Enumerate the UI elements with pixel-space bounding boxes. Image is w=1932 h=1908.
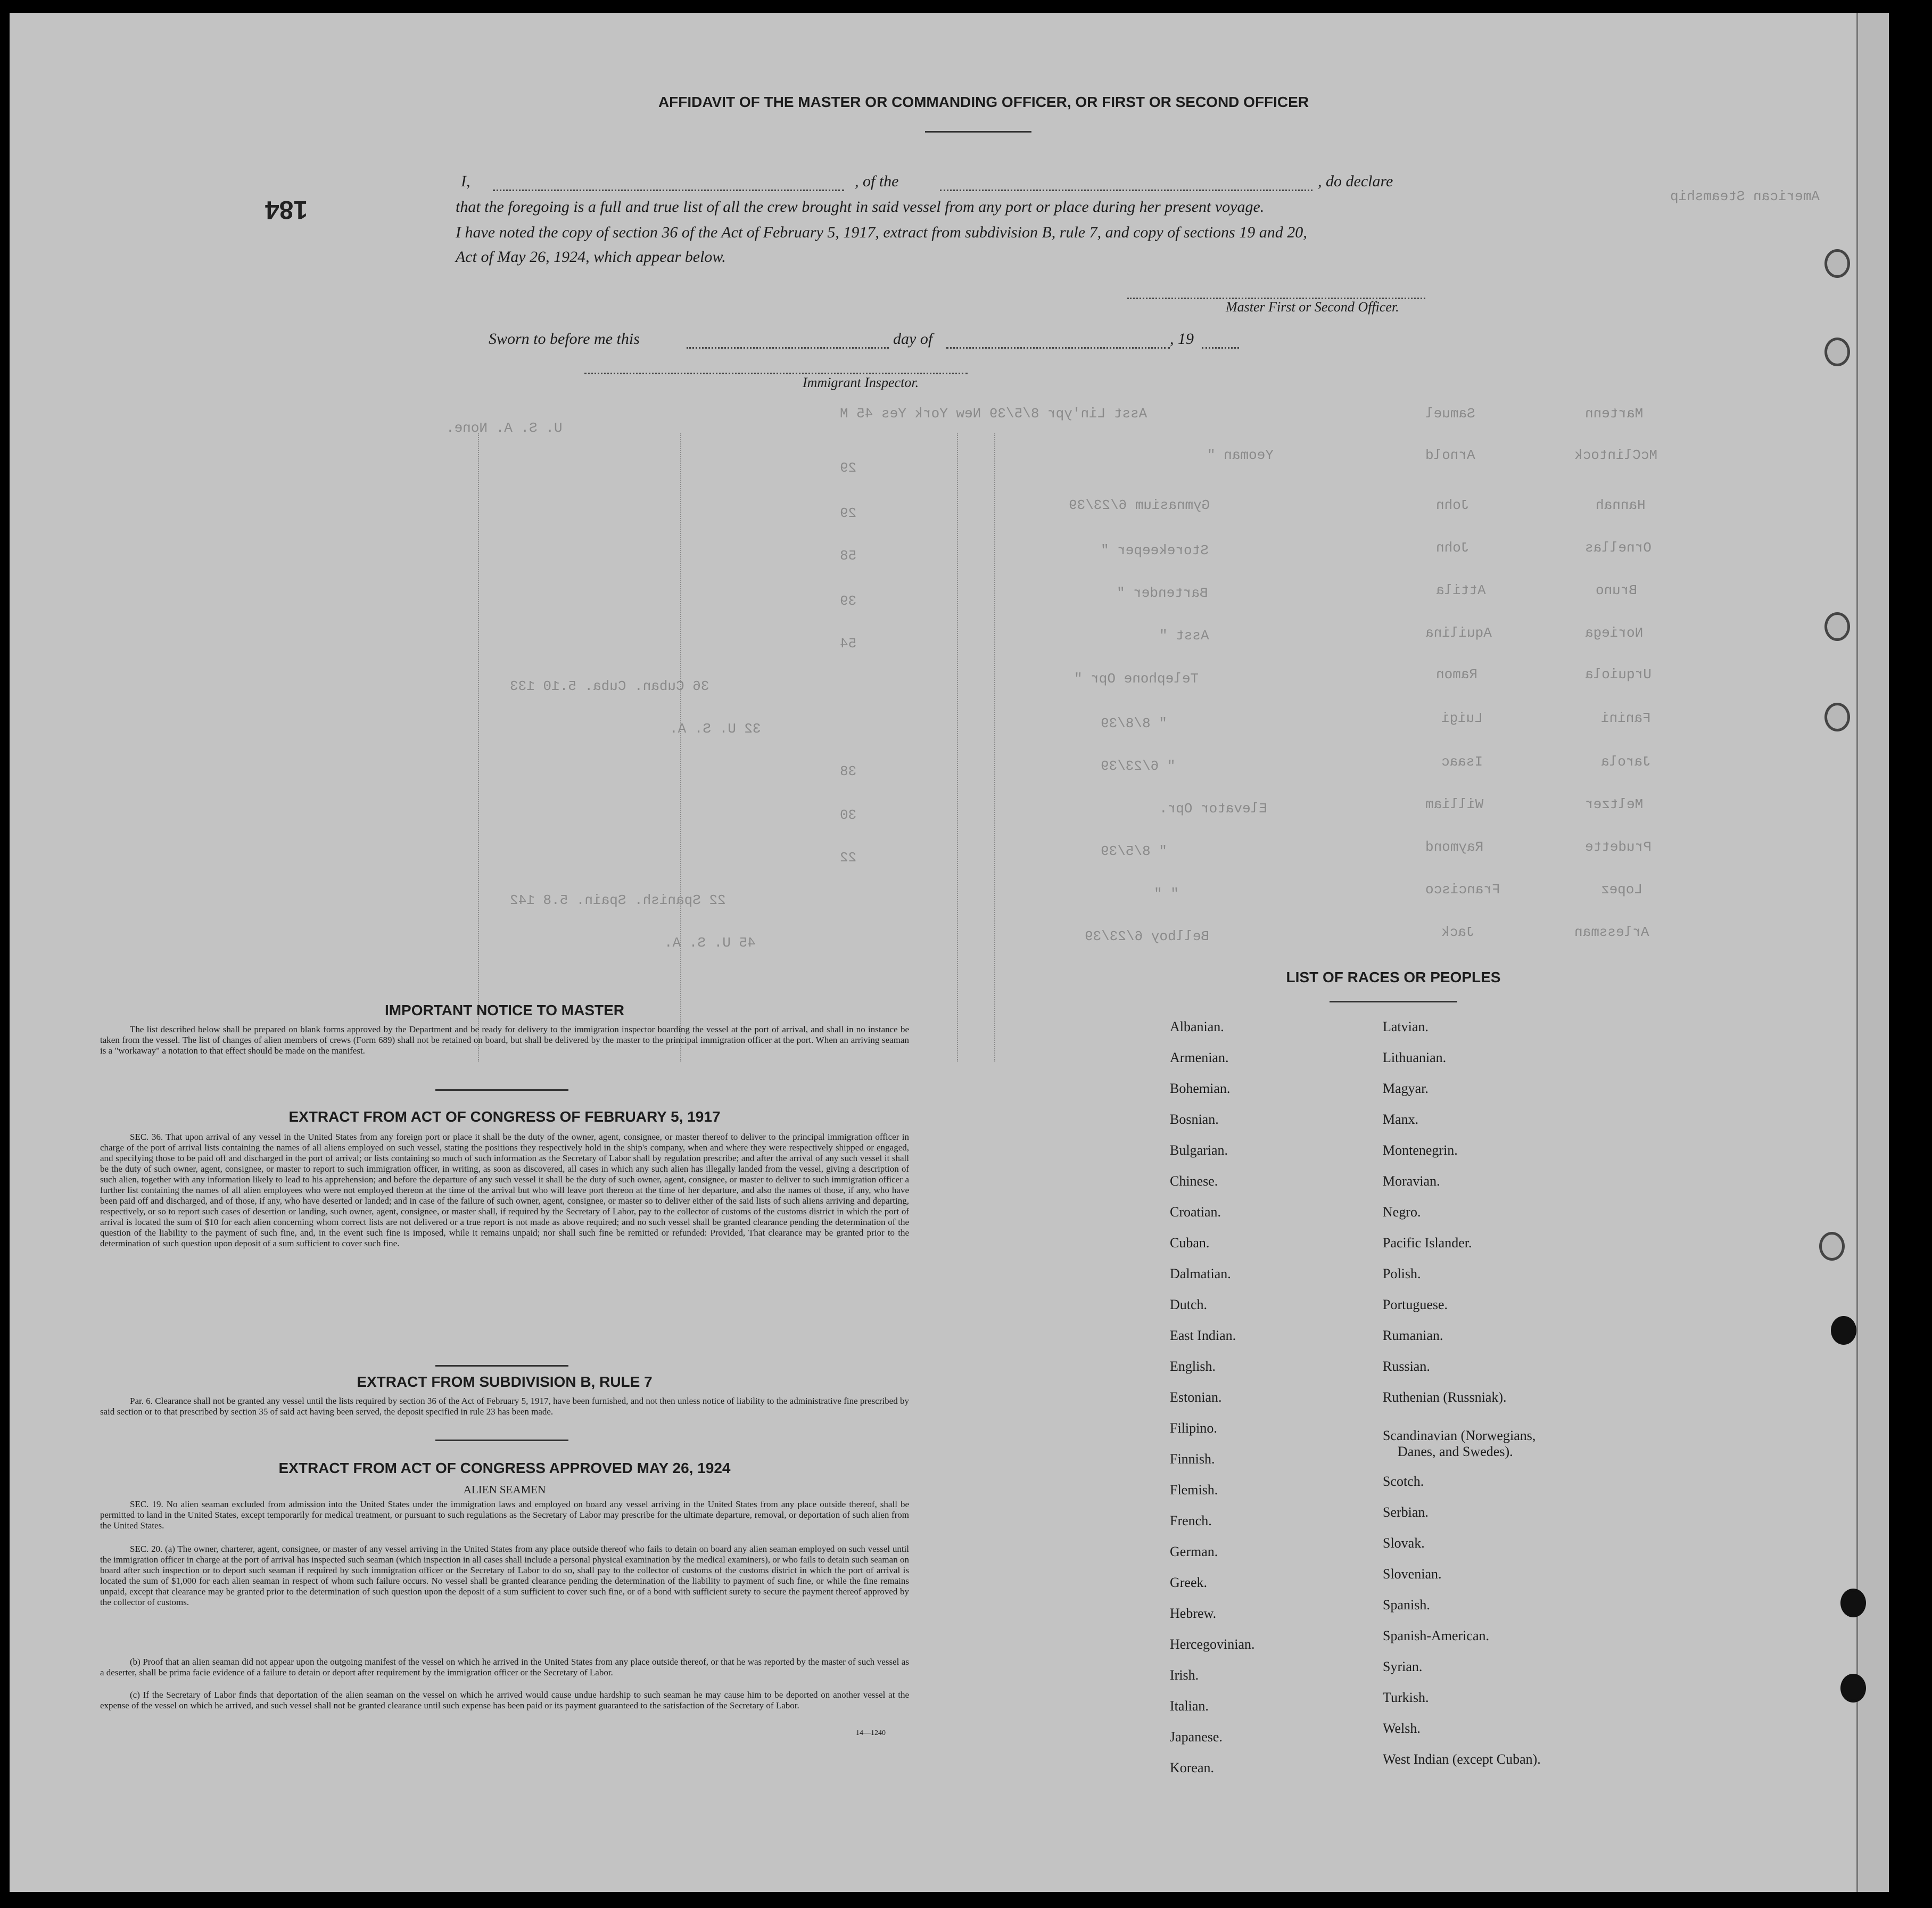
race-item: Latvian.	[1383, 1019, 1429, 1034]
punch-hole	[1824, 612, 1850, 641]
race-item: Pacific Islander.	[1383, 1235, 1472, 1251]
sec20a-text: SEC. 20. (a) The owner, charterer, agent, consignee, or master of any vessel arriving in the United States from any place outside thereof who fails to detain on board any alien seaman employed on such vessel until the immigration officer in charge at the port of arrival has inspected such seaman (which inspection in all cases shall include a personal physical examination by the medical examiners), or who fails to detain such seaman on board after such inspection or to deport such seaman if required by such immigration officer or the Secretary of Labor to do so, shall pay to the collector of customs of the customs district in which the port of arrival is located the sum of $1,000 for each alien seaman in respect of whom such failure occurs. No vessel shall be granted clearance pending the determination of the liability to payment of such fine, or while the fine remains unpaid, except that clearance may be granted prior to the determination of such question upon the deposit of a sum sufficient to cover such fine, or of a bond with sufficient surety to secure the payment thereof approved by the collector of customs.	[100, 1544, 909, 1607]
race-item: Scandinavian (Norwegians,	[1383, 1428, 1536, 1443]
vessel-field[interactable]	[940, 190, 1312, 191]
race-item: Spanish.	[1383, 1597, 1430, 1613]
race-item: Bosnian.	[1170, 1112, 1219, 1127]
race-item: Danes, and Swedes).	[1398, 1444, 1513, 1459]
race-item: Hercegovinian.	[1170, 1636, 1255, 1652]
race-item: Croatian.	[1170, 1204, 1221, 1220]
affidavit-line-2: that the foregoing is a full and true list of all the crew brought in said vessel from any port or place during her present voyage.	[456, 198, 1265, 216]
race-item: Negro.	[1383, 1204, 1421, 1220]
punch-hole	[1824, 703, 1850, 731]
race-item: Armenian.	[1170, 1050, 1229, 1065]
notice-text: The list described below shall be prepared on blank forms approved by the Department and be ready for delivery to the immigration inspector boarding the vessel at the port of arrival, and shall in no instance be taken from the vessel. The list of changes of alien members of crews (Form 689) shall not be retained on board, but shall be delivered by the master to the principal immigration officer at the port. When an arriving seaman is a "workaway" a notation to that effect should be made on the manifest.	[100, 1024, 909, 1056]
sworn-month-field[interactable]	[946, 347, 1170, 349]
page-number: 184	[265, 195, 308, 224]
race-item: Polish.	[1383, 1266, 1421, 1281]
bleed-through-rule	[957, 433, 958, 1062]
declarant-line	[461, 172, 1483, 194]
divider	[435, 1365, 568, 1367]
race-item: Syrian.	[1383, 1659, 1423, 1674]
race-item: Cuban.	[1170, 1235, 1210, 1251]
race-item: French.	[1170, 1513, 1212, 1528]
alien-seamen-subtitle: ALIEN SEAMEN	[463, 1483, 546, 1496]
race-item: Japanese.	[1170, 1729, 1223, 1745]
punch-hole	[1819, 1232, 1845, 1261]
sworn-line	[489, 330, 1244, 351]
bleed-through-header: American Steamship	[1670, 188, 1820, 204]
race-item: Montenegrin.	[1383, 1142, 1458, 1158]
race-item: Bohemian.	[1170, 1081, 1231, 1096]
race-item: Scotch.	[1383, 1474, 1424, 1489]
form-number: 14—1240	[856, 1729, 886, 1737]
punch-hole	[1840, 1674, 1866, 1703]
race-item: East Indian.	[1170, 1328, 1236, 1343]
master-label: Master First or Second Officer.	[1226, 299, 1399, 315]
title-divider	[925, 131, 1031, 133]
race-item: Korean.	[1170, 1760, 1215, 1775]
name-field[interactable]	[493, 190, 844, 191]
punch-hole	[1831, 1316, 1856, 1345]
sworn-day-field[interactable]	[687, 347, 889, 349]
race-item: German.	[1170, 1544, 1218, 1559]
sworn-label: Sworn to before me this	[489, 330, 640, 348]
extract-rule7-title: EXTRACT FROM SUBDIVISION B, RULE 7	[357, 1374, 653, 1390]
affidavit-line-4: Act of May 26, 1924, which appear below.	[456, 248, 726, 266]
notice-title: IMPORTANT NOTICE TO MASTER	[384, 1002, 625, 1018]
race-item: Slovenian.	[1383, 1566, 1442, 1582]
races-divider	[1330, 1001, 1457, 1002]
race-item: Spanish-American.	[1383, 1628, 1490, 1643]
punch-hole	[1840, 1589, 1866, 1617]
extract-1924-title: EXTRACT FROM ACT OF CONGRESS APPROVED MAY 26, 1924	[278, 1460, 731, 1476]
race-item: Chinese.	[1170, 1173, 1218, 1189]
races-title: LIST OF RACES OR PEOPLES	[1286, 969, 1501, 985]
extract-1917-title: EXTRACT FROM ACT OF CONGRESS OF FEBRUARY 5, 1917	[288, 1108, 721, 1125]
race-item: Hebrew.	[1170, 1606, 1217, 1621]
race-item: Greek.	[1170, 1575, 1208, 1590]
inspector-signature-field[interactable]	[584, 373, 968, 374]
races-left-column	[1170, 1019, 1255, 1791]
of-the-label: , of the	[855, 172, 899, 190]
race-item: Irish.	[1170, 1667, 1199, 1683]
race-item: Russian.	[1383, 1359, 1430, 1374]
extract-rule7-text: Par. 6. Clearance shall not be granted any vessel until the lists required by section 36 of the Act of February 5, 1917, have been furnished, and not then unless notice of liability to the administrative fine prescribed by said section or to that prescribed by section 35 of said act having been served, the deposit specified in rule 23 has been made.	[100, 1396, 909, 1417]
race-item: Magyar.	[1383, 1081, 1429, 1096]
bleed-through-rule	[994, 433, 995, 1062]
race-item: Slovak.	[1383, 1535, 1425, 1551]
races-right-column	[1383, 1019, 1541, 1782]
inspector-label: Immigrant Inspector.	[803, 375, 919, 390]
sec20b-text: (b) Proof that an alien seaman did not appear upon the outgoing manifest of the vessel on which he arrived in the United States from any place outside thereof, or that he was reported by the master of such vessel as a deserter, shall be prima facie evidence of a failure to detain or deport after requirement by the immigration officer or the Secretary of Labor.	[100, 1657, 909, 1677]
sec20c-text: (c) If the Secretary of Labor finds that deportation of the alien seaman on the vessel on which he arrived would cause undue hardship to such seaman he may cause him to be deported on another vessel at the expense of the vessel on which he arrived, and such vessel shall not be granted clearance until such expense has been paid or its payment guaranteed to the satisfaction of the Secretary of Labor.	[100, 1690, 909, 1710]
race-item: Estonian.	[1170, 1389, 1222, 1405]
race-item: Flemish.	[1170, 1482, 1218, 1498]
affidavit-title: AFFIDAVIT OF THE MASTER OR COMMANDING OFFICER, OR FIRST OR SECOND OFFICER	[658, 94, 1309, 110]
race-item: Welsh.	[1383, 1721, 1421, 1736]
race-item: Bulgarian.	[1170, 1142, 1228, 1158]
race-item: Turkish.	[1383, 1690, 1429, 1705]
race-item: Rumanian.	[1383, 1328, 1443, 1343]
year-label: , 19	[1170, 330, 1194, 348]
do-declare-label: , do declare	[1318, 172, 1393, 190]
race-item: Italian.	[1170, 1698, 1209, 1714]
race-item: Serbian.	[1383, 1504, 1429, 1520]
race-item: Portuguese.	[1383, 1297, 1448, 1312]
race-item: Ruthenian (Russniak).	[1383, 1389, 1507, 1405]
race-item: Filipino.	[1170, 1420, 1217, 1436]
bleed-through-rule	[680, 433, 681, 1062]
punch-hole	[1824, 249, 1850, 278]
divider	[435, 1440, 568, 1441]
i-label: I,	[461, 172, 470, 190]
race-item: Finnish.	[1170, 1451, 1215, 1467]
extract-1917-text: SEC. 36. That upon arrival of any vessel in the United States from any foreign port or place it shall be the duty of the owner, agent, consignee, or master thereof to deliver to the principal immigration officer in charge of the port of arrival lists containing the names of all aliens employed on such vessel, stating the positions they respectively hold in the ship's company, when and where they were respectively shipped or engaged, and specifying those to be paid off and discharged in the port of arrival; or lists containing so much of such information as the Secretary of Labor shall by regulation prescribe; and after the arrival of any such vessel it shall be the duty of such owner, agent, consignee, or master to report to such immigration officer, in writing, as soon as discovered, all cases in which any such alien has illegally landed from the vessel, giving a description of such alien, together with any information likely to lead to his apprehension; and before the departure of any such vessel it shall be the duty of such owner, agent, consignee, or master to deliver to such immigration officer a further list containing the names of all alien employees who were not employed thereon at the time of the arrival but who will leave port thereon at the time of her departure, and also the names of those, if any, who have been paid off and discharged, and of those, if any, who have deserted or landed; and in case of the failure of such owner, agent, consignee, or master so to deliver either of the said lists of such aliens arriving and departing, respectively, or so to report such cases of desertion or landing, such owner, agent, consignee, or master shall, if required by the Secretary of Labor, pay to the collector of customs of the customs district in which the port of arrival is located the sum of $10 for each alien concerning whom correct lists are not delivered or a true report is not made as above required; and no such vessel shall be granted clearance pending the determination of the question of the liability to the payment of such fine, and, in the event such fine is imposed, while it remains unpaid; nor shall such fine be remitted or refunded: Provided, That clearance may be granted prior to the determination of such question upon deposit of a sum sufficient to cover such fine.	[100, 1132, 909, 1248]
bleed-through-rule	[478, 433, 479, 1062]
sec19-text: SEC. 19. No alien seaman excluded from admission into the United States under the immigration laws and employed on board any vessel arriving in the United States from any place outside thereof, shall be permitted to land in the United States, except temporarily for medical treatment, or pursuant to such regulations as the Secretary of Labor may prescribe for the ultimate departure, removal, or deportation of such alien from the United States.	[100, 1499, 909, 1531]
divider	[435, 1089, 568, 1091]
race-item: West Indian (except Cuban).	[1383, 1751, 1541, 1767]
punch-hole	[1824, 338, 1850, 366]
day-of-label: day of	[893, 330, 933, 348]
race-item: Lithuanian.	[1383, 1050, 1447, 1065]
race-item: Dalmatian.	[1170, 1266, 1231, 1281]
manifest-page: American Steamship Martenn Samuel Asst Lin'ypr 8/5/39 New York Yes 45 M U. S. A. None. McClintock Arnold Yeoman " 29 Hannah John Gymnasium 6/23/39 29 Ornellas John Storekeeper " 58 Bruno Attila Bartender " 39 Noriega Aquilina Asst " 54 Urquiola Ramon Telephone Opr " 36 Cuban. Cuba. 5.10 133 Fanini Luigi " 8/8/39 32 U. S. A. Jarola Isaac " 6/23/39 38 Meltzer William Elevator Opr. 30 Prudette Raymond " 8/5/39 22 Lopez Francisco " " 22 Spanish. Spain. 5.8 142 Arlessman Jack Bellboy 6/23/39 45 U. S. A. AFFIDAVIT OF THE MASTER OR COMMANDING OFFICER, OR FIRST OR SECOND OFFICER 184 I, , of the , do declare that the foregoing is a full and true list of all the crew brought in said vessel from any port or place during her present voyage. I have noted the copy of section 36 of the Act of February 5, 1917, extract from subdivision B, rule 7, and copy of sections 19 and 20, Act of May 26, 1924, which appear below. Master First or Second Officer. Sworn to before me this day of , 19 Immigrant Inspector. IMPORTANT NOTICE TO MASTER The list described below shall be prepared on blank forms approved by the Department and be ready for delivery to the immigration inspector boarding the vessel at the port of arrival, and shall in no instance be taken from the vessel. The list of changes of alien members of crews (Form 689) shall not be retained on board, but shall be delivered by the master to the principal immigration officer at the port. When an arriving seaman is a "workaway" a notation to that effect should be made on the manifest. EXTRACT FROM ACT OF CONGRESS OF FEBRUARY 5, 1917 SEC. 36. That upon arrival of any vessel in the United States from any foreign port or place it shall be the duty of the owner, agent, consignee, or master thereof to deliver to the principal immigration officer in charge of the port of arrival lists containing the names of all aliens employed on such vessel, stating the positions they respectively hold in the ship's company, when and where they were respectively shipped or engaged, and specifying those to be paid off and discharged in the port of arrival; or lists containing so much of such information as the Secretary of Labor shall by regulation prescribe; and after the arrival of any such vessel it shall be the duty of such owner, agent, consignee, or master to report to such immigration officer, in writing, as soon as discovered, all cases in which any such alien has illegally landed from the vessel, giving a description of such alien, together with any information likely to lead to his apprehension; and before the departure of any such vessel it shall be the duty of such owner, agent, consignee, or master to deliver to such immigration officer a further list containing the names of all alien employees who were not employed thereon at the time of the arrival but who will leave port thereon at the time of her departure, and also the names of those, if any, who have been paid off and discharged, and of those, if any, who have deserted or landed; and in case of the failure of such owner, agent, consignee, or master so to deliver either of the said lists of such aliens arriving and departing, respectively, or so to report such cases of desertion or landing, such owner, agent, consignee, or master shall, if required by the Secretary of Labor, pay to the collector of customs of the customs district in which the port of arrival is located the sum of $10 for each alien concerning whom correct lists are not delivered or a true report is not made as above required; and no such vessel shall be granted clearance pending the determination of the question of the liability to the payment of such fine, and, in the event such fine is imposed, while it remains unpaid; nor shall such fine be remitted or refunded: Provided, That clearance may be granted prior to the determination of such question upon deposit of a sum sufficient to cover such fine. EXTRACT FROM SUBDIVISION B, RULE 7 Par. 6. Clearance shall not be granted any vessel until the lists required by section 36 of the Act of February 5, 1917, have been furnished, and not then unless notice of liability to the administrative fine prescribed by said section or to that prescribed by section 35 of said act having been served, the deposit specified in rule 23 has been made. EXTRACT FROM ACT OF CONGRESS APPROVED MAY 26, 1924 ALIEN SEAMEN SEC. 19. No alien seaman excluded from admission into the United States under the immigration laws and employed on board any vessel arriving in the United States from any place outside thereof, shall be permitted to land in the United States, except temporarily for medical treatment, or pursuant to such regulations as the Secretary of Labor may prescribe for the ultimate departure, removal, or deportation of such alien from the United States. SEC. 20. (a) The owner, charterer, agent, consignee, or master of any vessel arriving in the United States from any place outside thereof who fails to detain on board any alien seaman employed on such vessel until the immigration officer in charge at the port of arrival has inspected such seaman (which inspection in all cases shall include a personal physical examination by the medical examiners), or who fails to detain such seaman on board after such inspection or to deport such seaman if required by such immigration officer or the Secretary of Labor to do so, shall pay to the collector of customs of the customs district in which the port of arrival is located the sum of $1,000 for each alien seaman in respect of whom such failure occurs. No vessel shall be granted clearance pending the determination of the liability to payment of such fine, or while the fine remains unpaid, except that clearance may be granted prior to the determination of such question upon the deposit of a sum sufficient to cover such fine, or of a bond with sufficient surety to secure the payment thereof approved by the collector of customs. (b) Proof that an alien seaman did not appear upon the outgoing manifest of the vessel on which he arrived in the United States from any place outside thereof, or that he was reported by the master of such vessel as a deserter, shall be prima facie evidence of a failure to detain or deport after requirement by the immigration officer or the Secretary of Labor. (c) If the Secretary of Labor finds that deportation of the alien seaman on the vessel on which he arrived would cause undue hardship to such seaman he may cause him to be deported on another vessel at the expense of the vessel on which he arrived, and such vessel shall not be granted clearance until such expense has been paid or its payment guaranteed to the satisfaction of the Secretary of Labor. 14—1240 LIST OF RACES OR PEOPLES Albanian. Armenian. Bohemian. Bosnian. Bulgarian. Chinese. Croatian. Cuban. Dalmatian. Dutch. East Indian. English. Estonian. Filipino. Finnish. Flemish. French. German. Greek. Hebrew. Hercegovinian. Irish. Italian. Japanese. Korean. Latvian. Lithuanian. Magyar. Manx. Montenegrin. Moravian. Negro. Pacific Islander. Polish. Portuguese. Rumanian. Russian. Ruthenian (Russniak). Scandinavian (Norwegians, Danes, and Swedes). Scotch. Serbian. Slovak. Slovenian. Spanish. Spanish-American. Syrian. Turkish. Welsh. West Indian (except Cuban).	[10, 13, 1887, 1892]
race-item: Albanian.	[1170, 1019, 1224, 1034]
race-item: Manx.	[1383, 1112, 1419, 1127]
race-item: Moravian.	[1383, 1173, 1440, 1189]
race-item: English.	[1170, 1359, 1216, 1374]
race-item: Dutch.	[1170, 1297, 1208, 1312]
sworn-year-field[interactable]	[1202, 347, 1239, 349]
affidavit-line-3: I have noted the copy of section 36 of the Act of February 5, 1917, extract from subdivision B, rule 7, and copy of sections 19 and 20,	[456, 224, 1307, 241]
